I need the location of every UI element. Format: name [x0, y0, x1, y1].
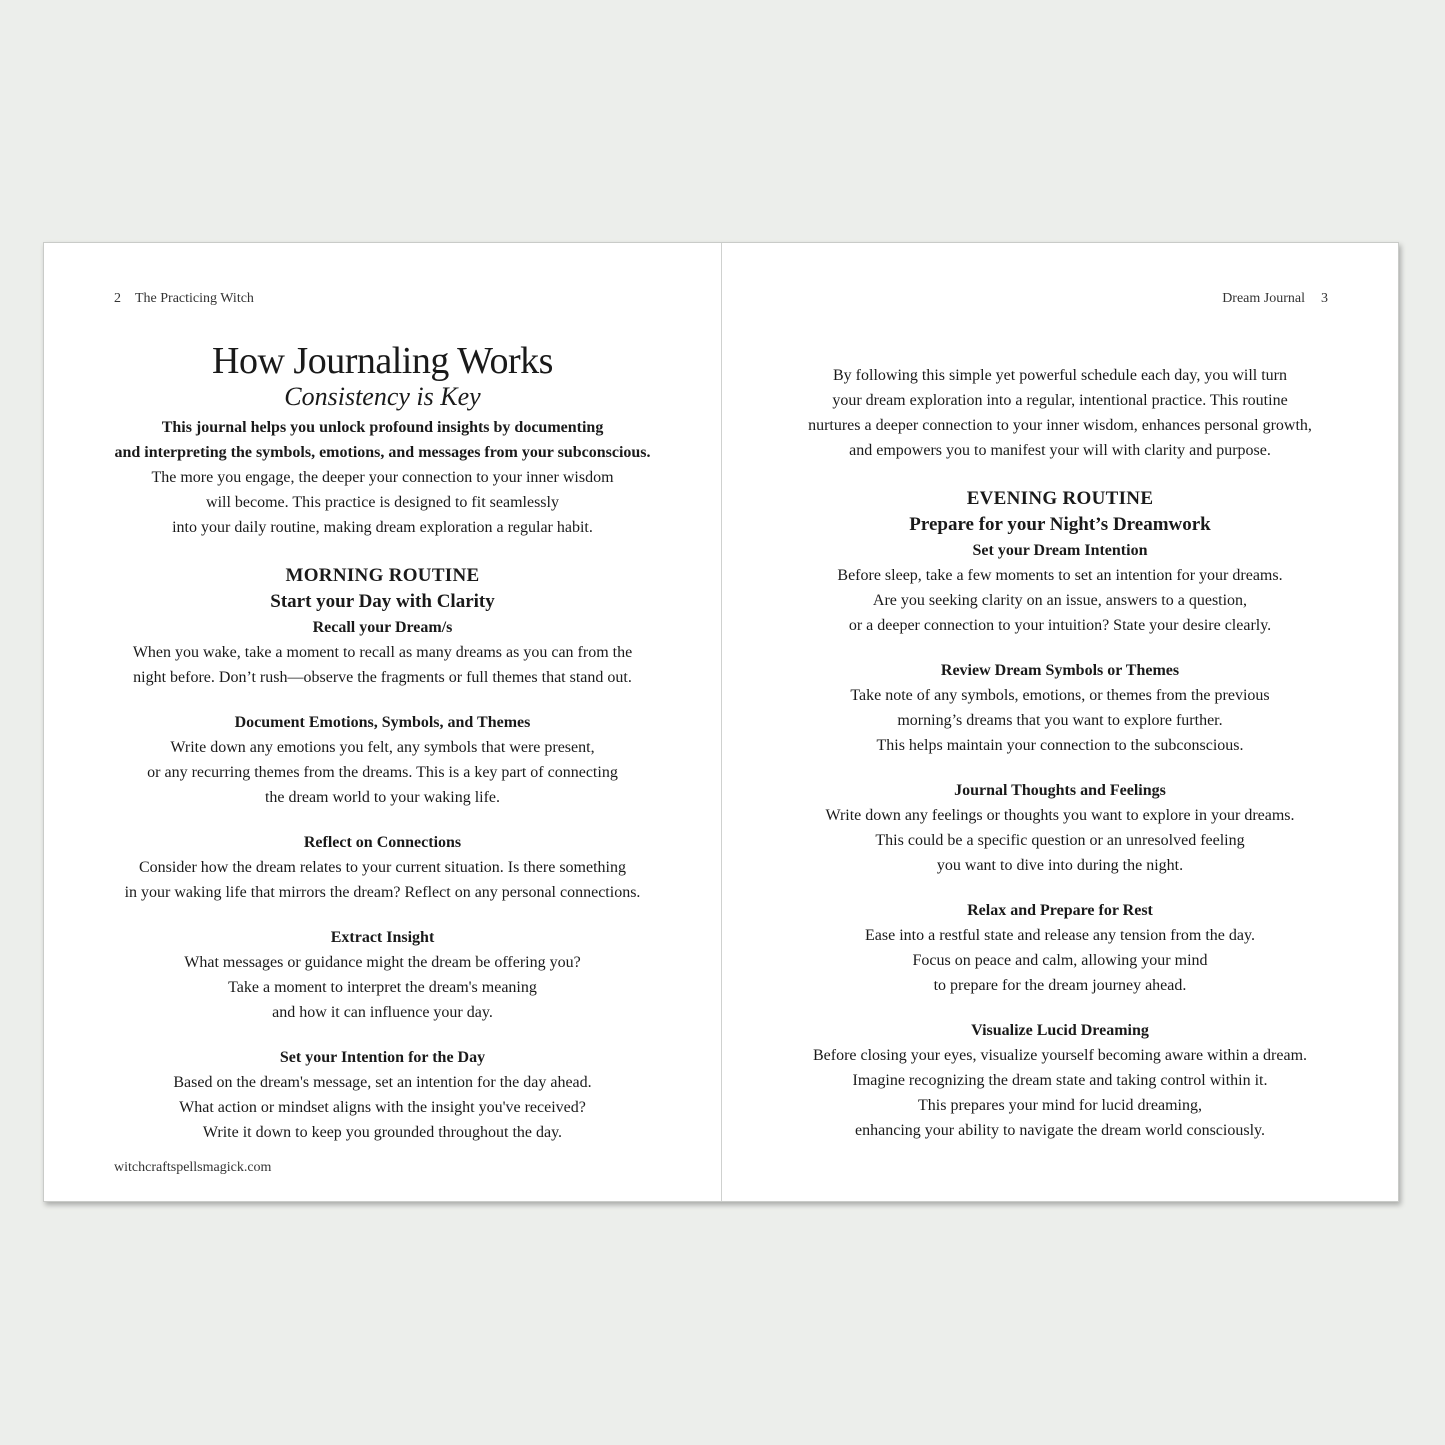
item-title: Visualize Lucid Dreaming [971, 1022, 1149, 1039]
item-line: morning’s dreams that you want to explore further. [897, 712, 1223, 729]
section-subheading: Start your Day with Clarity [270, 591, 495, 612]
item-line: What action or mindset aligns with the insight you've received? [179, 1099, 586, 1116]
intro-line: The more you engage, the deeper your connection to your inner wisdom [151, 469, 614, 486]
section-subheading: Prepare for your Night’s Dreamwork [909, 514, 1211, 535]
intro-bold-line: This journal helps you unlock profound insights by documenting [161, 419, 604, 436]
page-number: 3 [1321, 291, 1328, 306]
item-line: What messages or guidance might the dream be offering you? [184, 954, 581, 971]
footer-website: witchcraftspellsmagick.com [114, 1160, 272, 1175]
intro-line: will become. This practice is designed to fit seamlessly [206, 494, 559, 511]
item-line: night before. Don’t rush—observe the fragments or full themes that stand out. [133, 669, 632, 686]
item-title: Set your Dream Intention [972, 542, 1148, 559]
item-line: and how it can influence your day. [272, 1004, 493, 1021]
item-line: Write down any feelings or thoughts you want to explore in your dreams. [825, 807, 1295, 824]
item-title: Document Emotions, Symbols, and Themes [234, 714, 531, 731]
item-line: Based on the dream's message, set an intention for the day ahead. [173, 1074, 592, 1091]
item-line: you want to dive into during the night. [936, 857, 1184, 874]
intro-bold-line: and interpreting the symbols, emotions, and messages from your subconscious. [114, 444, 651, 461]
item-line: Imagine recognizing the dream state and taking control within it. [852, 1072, 1268, 1089]
item-line: Ease into a restful state and release any tension from the day. [865, 927, 1255, 944]
item-line: enhancing your ability to navigate the dream world consciously. [855, 1122, 1265, 1139]
item-line: Write down any emotions you felt, any symbols that were present, [170, 739, 595, 756]
item-line: Take note of any symbols, emotions, or themes from the previous [850, 687, 1270, 704]
intro-line: into your daily routine, making dream exploration a regular habit. [172, 519, 593, 536]
item-line: Write it down to keep you grounded throughout the day. [202, 1124, 563, 1141]
item-line: Before closing your eyes, visualize yourself becoming aware within a dream. [812, 1047, 1308, 1064]
item-line: or a deeper connection to your intuition? State your desire clearly. [848, 617, 1272, 634]
book-spread [43, 242, 1399, 1202]
item-line: This helps maintain your connection to the subconscious. [876, 737, 1244, 754]
section-heading: EVENING ROUTINE [966, 488, 1154, 509]
right-page [722, 243, 1398, 1201]
item-title: Relax and Prepare for Rest [967, 902, 1153, 919]
intro-line: nurtures a deeper connection to your inner wisdom, enhances personal growth, [808, 417, 1312, 434]
item-line: Take a moment to interpret the dream's meaning [228, 979, 537, 996]
left-page-content [44, 339, 721, 1145]
page-number: 2 [114, 291, 121, 306]
running-head-title: Dream Journal [1222, 291, 1305, 306]
running-head-title: The Practicing Witch [135, 291, 254, 306]
intro-line: and empowers you to manifest your will with clarity and purpose. [849, 442, 1271, 459]
section-heading: MORNING ROUTINE [285, 565, 480, 586]
item-line: in your waking life that mirrors the dream? Reflect on any personal connections. [124, 884, 641, 901]
intro-line: By following this simple yet powerful schedule each day, you will turn [833, 367, 1287, 384]
right-running-head [1222, 291, 1328, 307]
item-title: Set your Intention for the Day [279, 1049, 486, 1066]
item-line: to prepare for the dream journey ahead. [933, 977, 1187, 994]
item-line: the dream world to your waking life. [264, 789, 501, 806]
item-title: Extract Insight [330, 929, 435, 946]
page-title: How Journaling Works [212, 340, 553, 382]
item-title: Reflect on Connections [303, 834, 462, 851]
right-page-content [722, 363, 1398, 1143]
left-page [44, 243, 721, 1201]
item-title: Review Dream Symbols or Themes [940, 662, 1180, 679]
page-subtitle: Consistency is Key [284, 382, 481, 411]
intro-line: your dream exploration into a regular, intentional practice. This routine [832, 392, 1288, 409]
item-line: When you wake, take a moment to recall as many dreams as you can from the [132, 644, 633, 661]
item-title: Recall your Dream/s [312, 619, 453, 636]
item-line: Consider how the dream relates to your current situation. Is there something [139, 859, 626, 876]
item-line: or any recurring themes from the dreams. This is a key part of connecting [147, 764, 618, 781]
left-running-head [114, 291, 254, 307]
item-line: Focus on peace and calm, allowing your mind [912, 952, 1208, 969]
item-line: This prepares your mind for lucid dreaming, [918, 1097, 1202, 1114]
item-line: Before sleep, take a few moments to set an intention for your dreams. [837, 567, 1283, 584]
item-title: Journal Thoughts and Feelings [954, 782, 1166, 799]
item-line: Are you seeking clarity on an issue, answers to a question, [872, 592, 1248, 609]
item-line: This could be a specific question or an unresolved feeling [875, 832, 1245, 849]
